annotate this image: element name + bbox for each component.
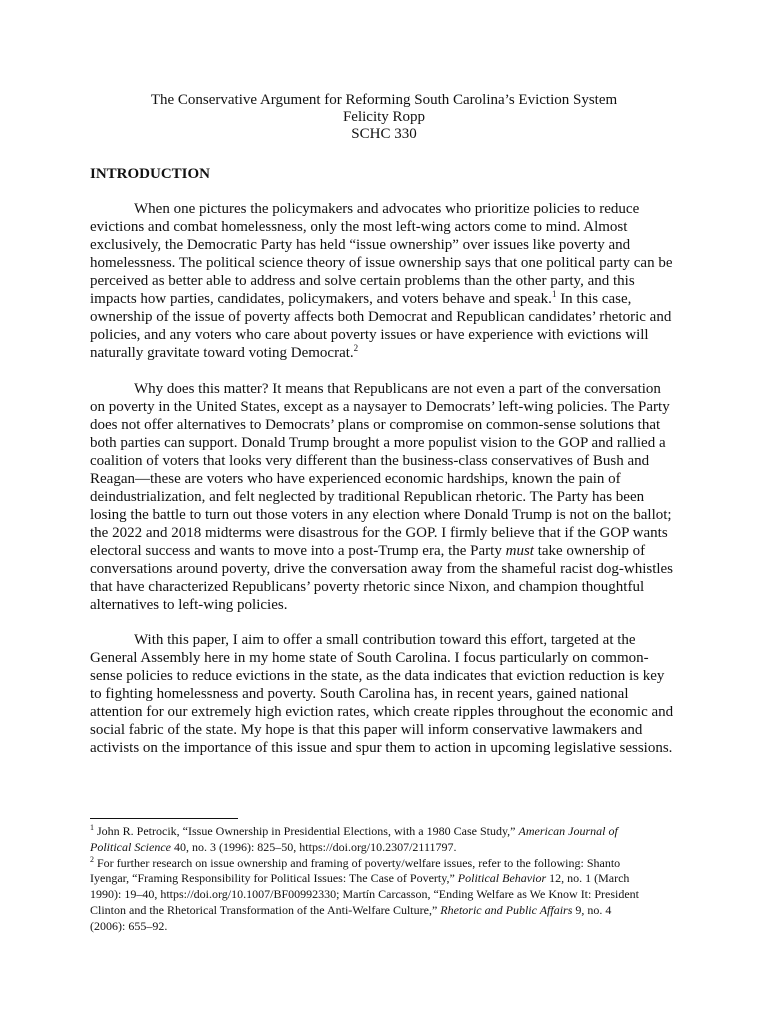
paragraph-3 <box>90 631 680 757</box>
course-code: SCHC 330 <box>351 126 417 142</box>
text-line: attention for our extremely high eviction rates, which create ripples throughout the economic and <box>90 704 674 720</box>
text-segment: naturally gravitate toward voting Democrat. <box>90 345 354 361</box>
text-line: homelessness. The political science theory of issue ownership says that one political party can be <box>90 255 673 271</box>
footnotes <box>90 824 690 935</box>
title-block <box>0 92 768 143</box>
footnote-separator <box>90 818 238 819</box>
text-segment: For further research on issue ownership and framing of poverty/welfare issues, refer to the following: Shanto <box>94 855 621 870</box>
text-line: that have characterized Republicans’ poverty rhetoric since Nixon, and champion thoughtful <box>90 579 645 595</box>
journal-title: American Journal of <box>518 824 618 838</box>
text-segment: Clinton and the Rhetorical Transformation of the Anti-Welfare Culture,” <box>90 902 441 917</box>
text-line: alternatives to left-wing policies. <box>90 597 288 613</box>
section-heading: INTRODUCTION <box>90 166 211 182</box>
footnote-2-line: (2006): 655–92. <box>90 918 168 933</box>
text-line: evictions and combat homelessness, only the most left-wing actors come to mind. Almost <box>90 219 628 235</box>
text-line <box>90 344 680 362</box>
text-line: exclusively, the Democratic Party has held “issue ownership” over issues like poverty and <box>90 237 631 253</box>
text-segment: 12, no. 1 (March <box>546 871 630 886</box>
footnote-2-line <box>90 871 690 887</box>
text-line: Why does this matter? It means that Republicans are not even a part of the conversation <box>134 381 661 397</box>
text-line: social fabric of the state. My hope is that this paper will inform conservative lawmakers and <box>90 722 643 738</box>
footnote-ref-1[interactable]: 1 <box>551 289 557 299</box>
text-line: to fighting homelessness and poverty. South Carolina has, in recent years, gained national <box>90 686 629 702</box>
paragraph-2 <box>90 380 680 614</box>
text-line: conversations around poverty, drive the conversation away from the shameful racist dog-whistles <box>90 561 674 577</box>
text-line: With this paper, I aim to offer a small contribution toward this effort, targeted at the <box>134 632 636 648</box>
text-segment: take ownership of <box>533 543 646 559</box>
text-line: Reagan—these are voters who have experienced economic hardships, known the pain of <box>90 471 621 487</box>
text-line: activists on the importance of this issue and spur them to action in upcoming legislative sessions. <box>90 740 673 756</box>
text-line: policies, and any voters who care about poverty issues or have experience with evictions will <box>90 327 649 343</box>
footnote-2-line <box>90 903 690 919</box>
paragraph-1 <box>90 200 680 362</box>
text-line: coalition of voters that looks very different than the business-class conservatives of Bush and <box>90 453 650 469</box>
text-line: losing the battle to turn out those voters in any election where Donald Trump is not on the ballot; <box>90 507 672 523</box>
text-line <box>90 290 680 308</box>
footnote-1-line <box>90 824 690 840</box>
citation-text: 40, no. 3 (1996): 825–50, https://doi.org/10.2307/2111797. <box>170 839 457 854</box>
text-line: on poverty in the United States, except as a naysayer to Democrats’ left-wing policies. The Party <box>90 399 670 415</box>
footnote-mark: 1 <box>90 823 94 832</box>
text-line: sense policies to reduce evictions in the state, as the data indicates that eviction reduction is key <box>90 668 665 684</box>
paper-title: The Conservative Argument for Reforming South Carolina’s Eviction System <box>150 92 618 108</box>
footnote-1-line <box>90 840 690 856</box>
text-line: ownership of the issue of poverty affects both Democrat and Republican candidates’ rhetoric and <box>90 309 672 325</box>
text-segment: electoral success and wants to move into a post-Trump era, the Party <box>90 543 506 559</box>
text-line: both parties can support. Donald Trump brought a more populist vision to the GOP and rallied a <box>90 435 666 451</box>
text-line: perceived as better able to address and solve certain problems than the other party, and this <box>90 273 635 289</box>
footnote-2-line <box>90 856 690 872</box>
text-line <box>90 542 680 560</box>
text-segment: John R. Petrocik, “Issue Ownership in Presidential Elections, with a 1980 Case Study,” <box>94 824 519 838</box>
text-segment: In this case, <box>556 291 632 307</box>
author-name: Felicity Ropp <box>342 109 426 125</box>
emphasis-text: must <box>505 543 534 559</box>
text-segment: Iyengar, “Framing Responsibility for Political Issues: The Case of Poverty,” <box>90 871 458 886</box>
text-line: does not offer alternatives to Democrats’ plans or compromise on common-sense solutions that <box>90 417 661 433</box>
footnote-ref-2[interactable]: 2 <box>353 343 359 353</box>
text-segment: impacts how parties, candidates, policymakers, and voters behave and speak. <box>90 291 552 307</box>
text-line: the 2022 and 2018 midterms were disastrous for the GOP. I firmly believe that if the GOP wants <box>90 525 668 541</box>
text-line: When one pictures the policymakers and advocates who prioritize policies to reduce <box>134 201 640 217</box>
journal-title: Political Behavior <box>457 871 547 886</box>
journal-title: Political Science <box>90 839 171 854</box>
footnote-2-line: 1990): 19–40, https://doi.org/10.1007/BF00992330; Martín Carcasson, “Ending Welfare as We Know It: President <box>90 887 640 902</box>
text-line: General Assembly here in my home state of South Carolina. I focus particularly on common- <box>90 650 649 666</box>
footnote-mark: 2 <box>90 854 94 864</box>
text-line: deindustrialization, and felt neglected by traditional Republican rhetoric. The Party has been <box>90 489 645 505</box>
text-segment: 9, no. 4 <box>572 902 612 917</box>
journal-title: Rhetoric and Public Affairs <box>440 902 573 917</box>
